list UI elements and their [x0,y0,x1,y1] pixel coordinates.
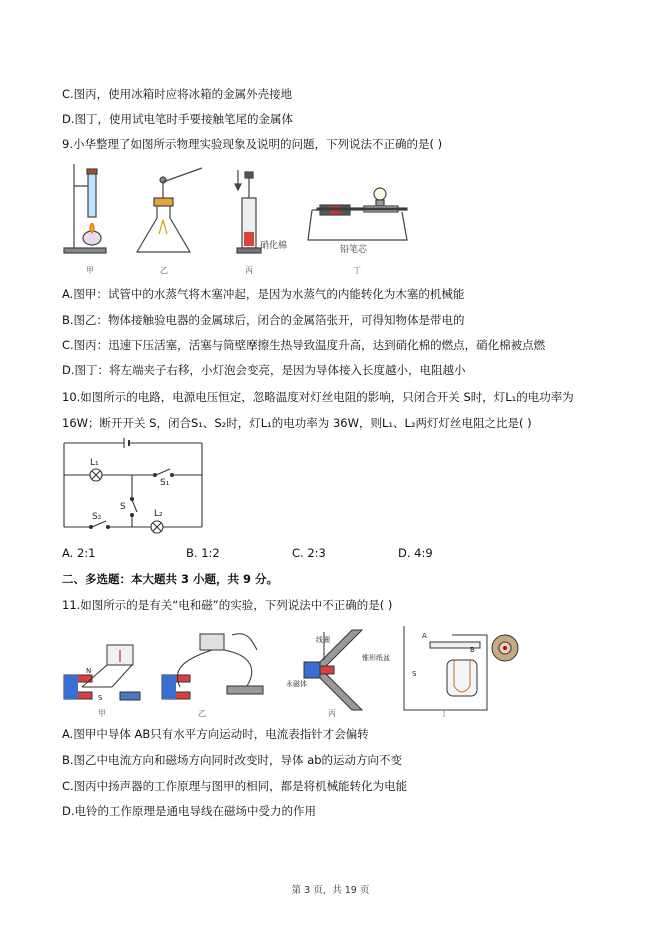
label-S-ding: S [412,670,417,678]
caption-bing: 丙 [245,266,253,275]
caption-yi: 乙 [160,266,168,275]
q11-figure [62,620,527,720]
label-coil: 线圈 [316,636,330,644]
label-B-ding: B [470,646,475,654]
fig-jia-apparatus [64,164,106,253]
q9-option-c: C.图丙：迅速下压活塞，活塞与筒壁摩擦生热导致温度升高，达到硝化棉的燃点，硝化棉被点燃 [62,338,546,352]
question-11: 11.如图所示的是有关“电和磁”的实验，下列说法中不正确的是( ) [62,598,393,612]
fig-ding-circuit [308,188,407,240]
label-pencil: 铅笔芯 [340,245,368,255]
q9-option-d: D.图丁：将左端夹子右移，小灯泡会变亮，是因为导体接入长度越小，电阻越小 [62,363,466,377]
q10-option-a: A. 2:1 [62,546,96,560]
caption11-yi: 乙 [198,709,206,718]
q10-option-c: C. 2:3 [292,546,326,560]
q10-option-d: D. 4:9 [398,546,433,560]
q10-option-b: B. 1:2 [186,546,220,560]
q11-option-a: A.图甲中导体 AB只有水平方向运动时，电流表指针才会偏转 [62,727,369,741]
label-magnet: 永磁体 [286,680,307,688]
label-A-ding: A [422,632,427,640]
label-L2: L₂ [154,509,163,519]
q11-option-d: D.电铃的工作原理是通电导线在磁场中受力的作用 [62,804,317,818]
q9-figure [62,160,412,280]
fig-jia-generator [64,645,140,700]
question-10-line1: 10.如图所示的电路，电源电压恒定，忽略温度对灯丝电阻的影响，只闭合开关 S时，灯L₁的电功率为 [62,390,574,404]
caption11-jia: 甲 [98,709,106,718]
label-S-jia: S [98,694,103,702]
caption11-bing: 丙 [328,709,336,718]
section-2-heading: 二、多选题：本大题共 3 小题，共 9 分。 [62,572,279,586]
option-c-prev: C.图丙，使用冰箱时应将冰箱的金属外壳接地 [62,87,293,101]
fig-bing-speaker [304,630,362,710]
fig-bing-cylinder [235,170,261,253]
q11-option-b: B.图乙中电流方向和磁场方向同时改变时，导体 ab的运动方向不变 [62,753,403,767]
question-10-line2: 16W；断开开关 S，闭合S₁、S₂时，灯L₁的电功率为 36W，则L₁、L₂两灯灯丝电阻之比是( ) [62,416,532,430]
q10-circuit-diagram [62,437,207,537]
caption-ding: 丁 [353,266,361,275]
caption-jia: 甲 [86,266,94,275]
label-N-jia: N [86,667,92,675]
label-cone: 锥形纸盆 [362,654,390,662]
option-d-prev: D.图丁，使用试电笔时手要接触笔尾的金属体 [62,112,294,126]
label-cotton: 硝化棉 [260,241,288,251]
caption11-ding: 丁 [440,709,448,718]
label-L1: L₁ [90,458,99,468]
label-S: S [120,502,126,512]
label-S1: S₁ [160,478,170,488]
q11-option-c: C.图丙中扬声器的工作原理与图甲的相同，都是将机械能转化为电能 [62,779,408,793]
question-9: 9.小华整理了如图所示物理实验现象及说明的问题，下列说法不正确的是( ) [62,137,443,151]
q9-option-b: B.图乙：物体接触验电器的金属球后，闭合的金属箔张开，可得知物体是带电的 [62,313,465,327]
q9-option-a: A.图甲：试管中的水蒸气将木塞冲起，是因为水蒸气的内能转化为木塞的机械能 [62,287,465,301]
fig-yi-electroscope [137,168,202,252]
label-S2: S₂ [92,512,102,522]
page-footer: 第 3 页，共 19 页 [291,885,370,896]
fig-yi-motor [162,634,263,699]
